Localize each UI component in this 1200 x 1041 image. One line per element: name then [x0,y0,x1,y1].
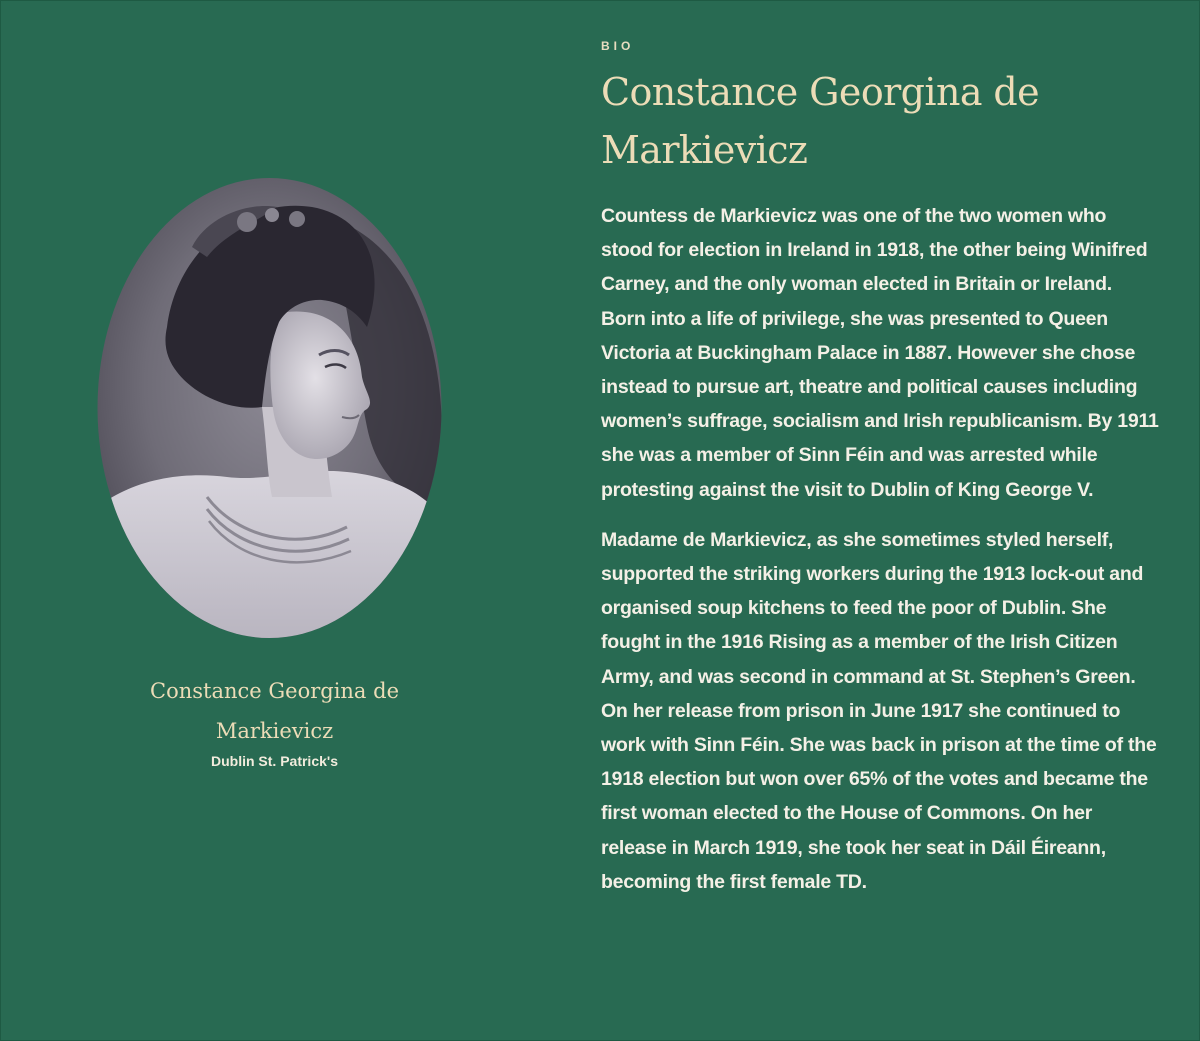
caption-name-line-1: Constance Georgina de [150,679,399,703]
bio-paragraph-2: Madame de Markievicz, as she sometimes styled herself, supported the striking workers during the 1913 lock-out and organised soup kitchens to feed the poor of Dublin. She fought in the 1916 Rising as a member of the Irish Citizen Army, and was second in command at St. Stephen’s Green. On her release from prison in June 1917 she continued to work with Sinn Féin. She was back in prison at the time of the 1918 election but won over 65% of the votes and became the first woman elected to the House of Commons. On her release in March 1919, she took her seat in Dáil Éireann, becoming the first female TD. [601,528,1157,893]
caption-name-line-2: Markievicz [215,719,334,743]
portrait-caption [41,671,508,769]
bio-title [601,63,1161,179]
bio-title-line-1: Constance Georgina de [601,70,1039,114]
bio-paragraph-1: Countess de Markievicz was one of the two women who stood for election in Ireland in 1918, the other being Winifred Carney, and the only woman elected in Britain or Ireland. Born into a life of privilege, she was presented to Queen Victoria at Buckingham Palace in 1887. However she chose instead to pursue art, theatre and political causes including women’s suffrage, socialism and Irish republicanism. By 1911 she was a member of Sinn Féin and was arrested while protesting against the visit to Dublin of King George V. [601,205,1159,501]
bio-eyebrow: BIO [601,39,635,53]
bio-title-line-2: Markievicz [601,128,808,172]
bio-section [601,39,1161,899]
caption-constituency: Dublin St. Patrick's [210,753,339,769]
caption-name [41,671,508,751]
portrait-photo [97,177,442,639]
portrait-image [97,177,442,639]
